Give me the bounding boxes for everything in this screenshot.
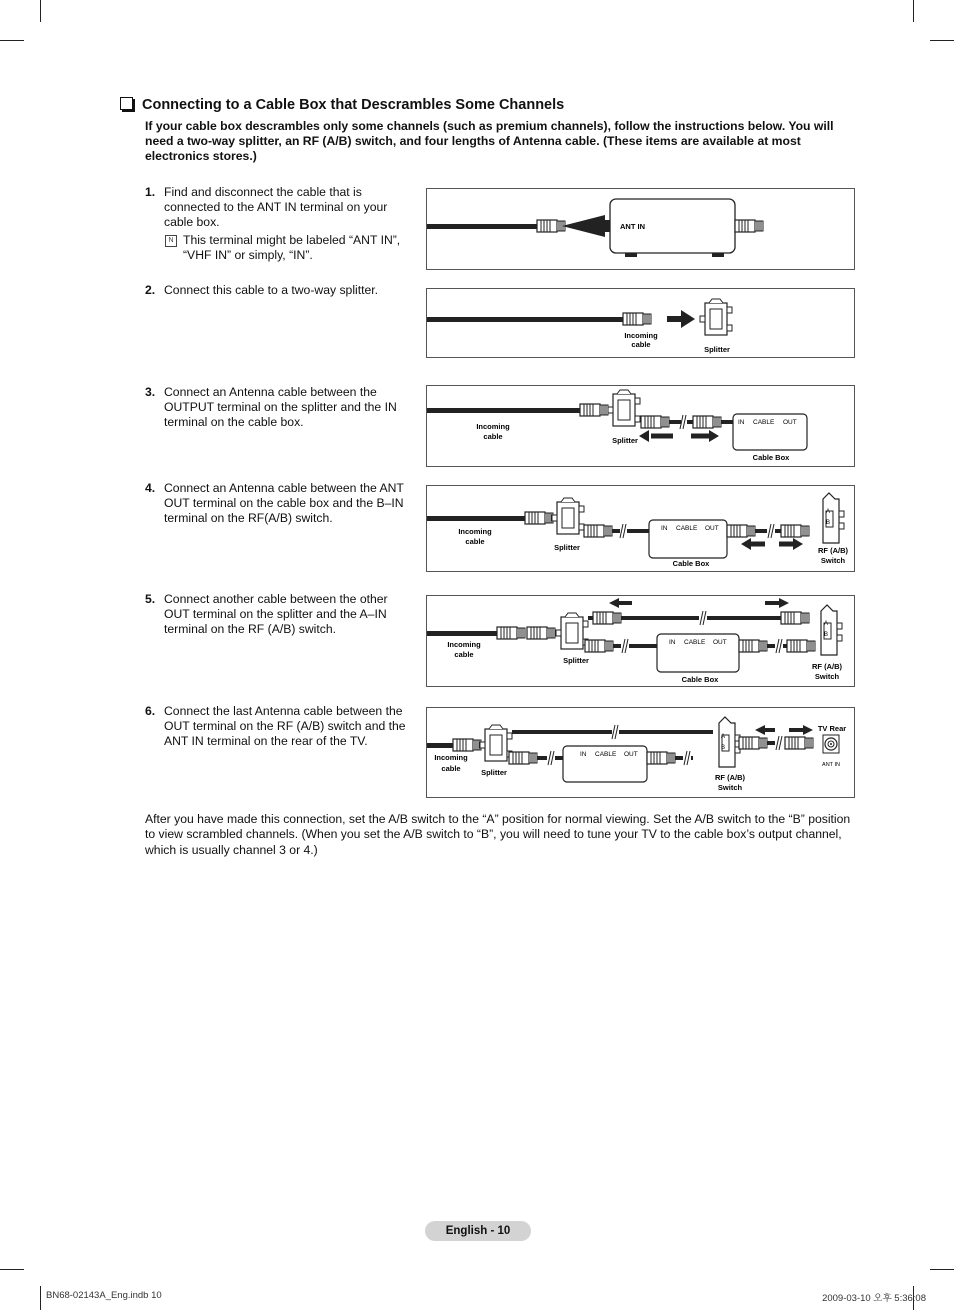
incoming-cable-label: cable [465,537,485,546]
crop-mark [40,1286,41,1310]
incoming-cable-label: Incoming [476,422,510,431]
checkbox-bullet-icon [120,97,133,110]
diagram-4-drawing [427,486,856,573]
cable-box-out-label: OUT [624,751,638,758]
step-text: Connect an Antenna cable between the OUTPUT terminal on the splitter and the IN terminal on the cable box. [164,385,397,430]
crop-mark [913,0,914,22]
cable-box-in-label: IN [738,419,745,426]
rf-switch-label: RF (A/B) [818,546,848,555]
step-text: Find and disconnect the cable that is connected to the ANT IN terminal on your cable box. [164,185,388,230]
crop-mark [0,40,24,41]
crop-mark [0,1269,24,1270]
cable-box-out-label: OUT [705,525,719,532]
rf-switch-label: Switch [820,556,846,565]
incoming-cable-label: Incoming [434,753,468,762]
switch-b-label: B [826,520,831,526]
cable-box-label: Cable Box [752,453,790,462]
step-1 [145,185,410,263]
cable-box-cable-label: CABLE [595,751,617,758]
step-text: Connect the last Antenna cable between the OUT terminal on the RF (A/B) switch and the ANT IN terminal on the rear of the TV. [164,704,406,749]
cable-box-cable-label: CABLE [676,525,698,532]
switch-a-label: A [826,509,831,515]
crop-mark [930,1269,954,1270]
cable-box-cable-label: CABLE [753,419,775,426]
splitter-label: Splitter [554,543,580,552]
diagram-6-drawing [427,708,856,799]
diagram-3-drawing [427,386,856,468]
incoming-cable-label: Incoming [458,527,492,536]
step-3 [145,385,410,431]
rf-switch-label: RF (A/B) [715,773,745,782]
diagram-2-drawing [427,289,856,359]
diagram-step-5 [426,595,855,687]
diagram-1-drawing [427,189,856,271]
step-note [164,233,410,263]
cable-box-cable-label: CABLE [684,639,706,646]
diagram-step-2 [426,288,855,358]
note-icon: N [165,235,177,247]
section-title [120,97,564,113]
rf-switch-label: Switch [717,783,743,792]
splitter-label: Splitter [704,345,730,354]
cable-box-label: Cable Box [672,559,710,568]
cable-box-in-label: IN [580,751,587,758]
incoming-cable-label: Incoming [624,331,658,340]
crop-mark [930,40,954,41]
step-text: Connect an Antenna cable between the ANT OUT terminal on the cable box and the B–IN terminal on the RF(A/B) switch. [164,481,404,526]
tv-ant-in-label: ANT IN [822,762,840,768]
step-2 [145,283,410,298]
incoming-cable-label: cable [454,650,474,659]
footer-file-info: BN68-02143A_Eng.indb 10 [46,1290,162,1301]
diagram-step-1 [426,188,855,270]
diagram-step-6 [426,707,855,798]
section-title-text: Connecting to a Cable Box that Descrambles Some Channels [142,97,565,113]
step-4 [145,481,410,527]
cable-box-out-label: OUT [783,419,797,426]
splitter-label: Splitter [612,436,638,445]
closing-paragraph: After you have made this connection, set the A/B switch to the “A” position for normal viewing. Set the A/B switch to the “B” position to view scrambled channels. (When you set the A/B switch to “B”, you will need to tune your TV to the cable box’s output channel, which is usually channel 3 or 4.) [145,812,851,857]
step-6 [145,704,410,750]
step-text: Connect this cable to a two-way splitter. [164,283,379,297]
footer-timestamp: 2009-03-10 오후 5:36:08 [822,1293,926,1304]
step-number: 6. [145,704,156,718]
cable-box-in-label: IN [661,525,668,532]
step-5 [145,592,410,638]
incoming-cable-label: Incoming [447,640,481,649]
switch-a-label: A [824,621,829,627]
step-number: 2. [145,283,156,297]
step-number: 1. [145,185,156,199]
incoming-cable-label: cable [483,432,503,441]
splitter-label: Splitter [563,656,589,665]
switch-b-label: B [824,632,829,638]
step-number: 4. [145,481,156,495]
rf-switch-label: RF (A/B) [812,662,842,671]
cable-box-out-label: OUT [713,639,727,646]
step-number: 5. [145,592,156,606]
rf-switch-label: Switch [814,672,840,681]
splitter-label: Splitter [481,768,507,777]
step-text: Connect another cable between the other OUT terminal on the splitter and the A–IN terminal on the RF (A/B) switch. [164,592,388,637]
page-number-badge: English - 10 [425,1221,531,1241]
step-note-text: This terminal might be labeled “ANT IN”, “VHF IN” or simply, “IN”. [183,232,401,262]
step-number: 3. [145,385,156,399]
diagram-step-4 [426,485,855,572]
cable-box-in-label: IN [669,639,676,646]
diagram-5-drawing [427,596,856,688]
incoming-cable-label: cable [441,764,461,773]
ant-in-label: ANT IN [620,222,645,231]
section-intro: If your cable box descrambles only some channels (such as premium channels), follow the instructions below. You will need a two-way splitter, an RF (A/B) switch, and four lengths of Antenna cable. (These items are available at most electronics stores.) [145,119,834,163]
diagram-step-3 [426,385,855,467]
crop-mark [40,0,41,22]
incoming-cable-label: cable [631,340,651,349]
switch-b-label: B [721,745,726,751]
cable-box-label: Cable Box [681,675,719,684]
switch-a-label: A [721,734,726,740]
tv-rear-label: TV Rear [817,724,847,733]
